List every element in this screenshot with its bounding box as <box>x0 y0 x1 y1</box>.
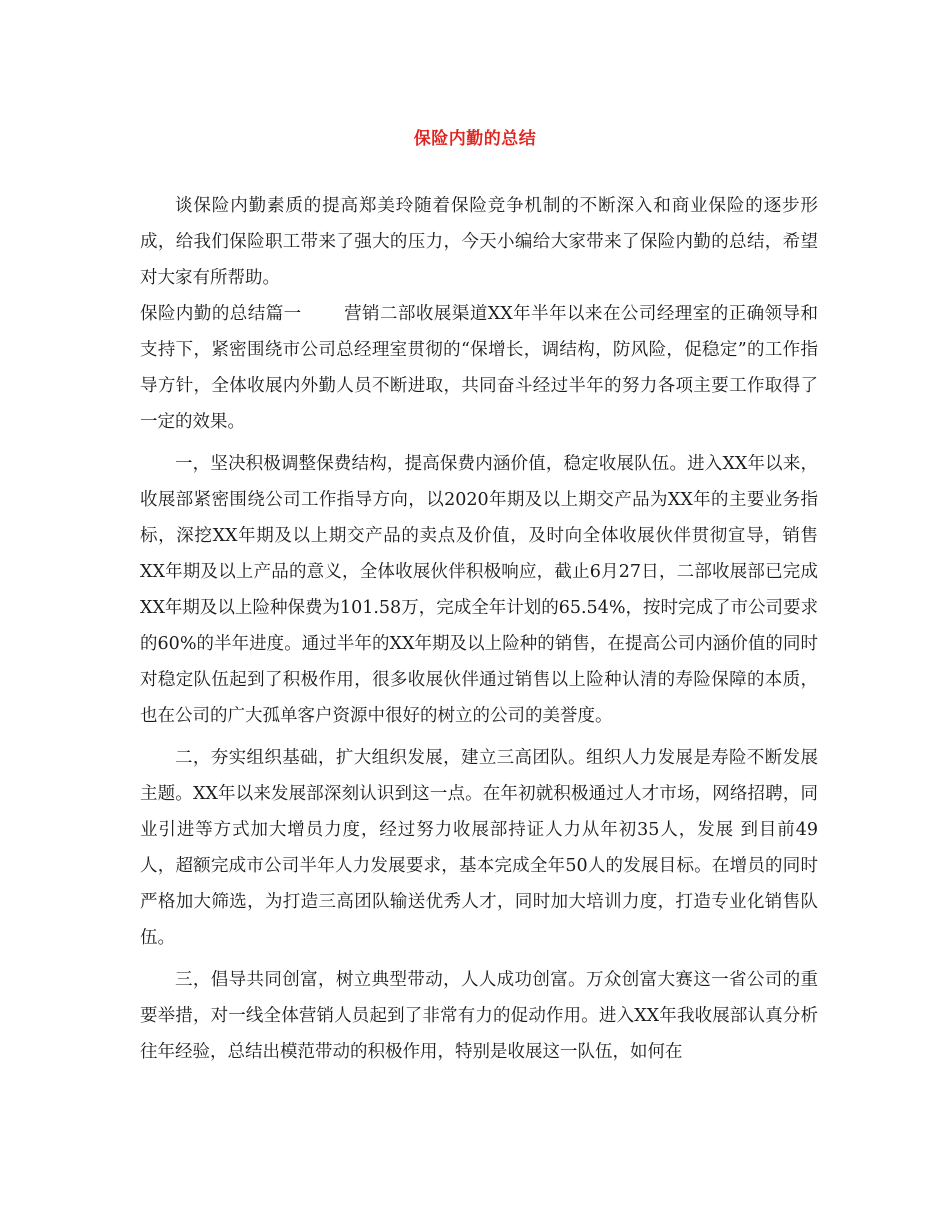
paragraph-two: 二，夯实组织基础，扩大组织发展，建立三高团队。组织人力发展是寿险不断发展主题。XX年以来发展部深刻认识到这一点。在年初就积极通过人才市场，网络招聘，同业引进等方式加大增员力度，经过努力收展部持证人力从年初35人，发展 到目前49人，超额完成市公司半年人力发展要求，基本完成全年50人的发展目标。在增员的同时严格加大筛选，为打造三高团队输送优秀人才，同时加大培训力度，打造专业化销售队伍。 <box>140 748 818 948</box>
section-heading: 保险内勤的总结篇一 <box>140 304 302 324</box>
document-body <box>140 188 818 1076</box>
document-title: 保险内勤的总结 <box>413 129 537 149</box>
intro-paragraph: 谈保险内勤素质的提高郑美玲随着保险竞争机制的不断深入和商业保险的逐步形成，给我们保险职工带来了强大的压力，今天小编给大家带来了保险内勤的总结，希望对大家有所帮助。 <box>140 196 818 288</box>
paragraph-three: 三，倡导共同创富，树立典型带动，人人成功创富。万众创富大赛这一省公司的重要举措，对一线全体营销人员起到了非常有力的促动作用。进入XX年我收展部认真分析往年经验，总结出模范带动的积极作用，特别是收展这一队伍，如何在 <box>140 970 818 1062</box>
paragraph-one: 一，坚决积极调整保费结构，提高保费内涵价值，稳定收展队伍。进入XX年以来，收展部紧密围绕公司工作指导方向，以2020年期及以上期交产品为XX年的主要业务指标，深挖XX年期及以上期交产品的卖点及价值，及时向全体收展伙伴贯彻宣导，销售XX年期及以上产品的意义，全体收展伙伴积极响应，截止6月27日，二部收展部已完成XX年期及以上险种保费为101.58万，完成全年计划的65.54%，按时完成了市公司要求的60%的半年进度。通过半年的XX年期及以上险种的销售，在提高公司内涵价值的同时对稳定队伍起到了积极作用，很多收展伙伴通过销售以上险种认清的寿险保障的本质，也在公司的广大孤单客户资源中很好的树立的公司的美誉度。 <box>140 454 818 726</box>
section-first-paragraph <box>140 296 818 440</box>
section-lead-text: 营销二部收展渠道XX年半年以来在公司经理室的正确领导和支持下，紧密围绕市公司总经理室贯彻的“保增长，调结构，防风险，促稳定”的工作指导方针，全体收展内外勤人员不断进取，共同奋斗经过半年的努力各项主要工作取得了一定的效果。 <box>140 304 818 432</box>
